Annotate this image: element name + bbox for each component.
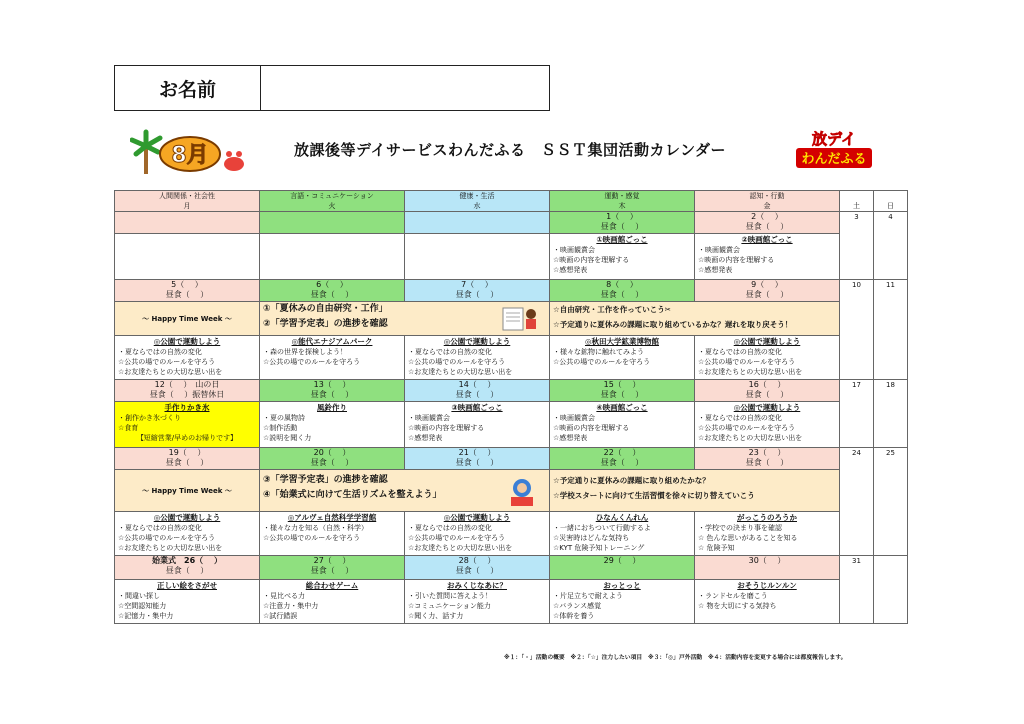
day-cell: 12（ ） 山の日 昼食（ ）振替休日 bbox=[115, 380, 260, 402]
goal-notes: ☆自由研究・工作を作っていこう✂ ☆予定通りに夏休みの課題に取り組めているかな？遅れを取り戻そう！ bbox=[550, 302, 840, 336]
day-cell: 始業式 26（ ） 昼食（ ） bbox=[115, 556, 260, 580]
day-cell: 22（ ） 昼食（ ） bbox=[550, 448, 695, 470]
activity-title: ◎アルヴェ自然科学学習館 bbox=[287, 513, 377, 522]
day-cell: 23（ ） 昼食（ ） bbox=[695, 448, 840, 470]
activity-cell: ◎秋田大学鉱業博物館 ・様々な鉱物に触れてみよう ☆公共の場でのルールを守ろう bbox=[550, 336, 695, 380]
day-cell: 19（ ） 昼食（ ） bbox=[115, 448, 260, 470]
day-cell: 27（ ） 昼食（ ） bbox=[260, 556, 405, 580]
week2-date-row bbox=[115, 280, 908, 302]
day-cell: 20（ ） 昼食（ ） bbox=[260, 448, 405, 470]
activity-title: がっこうのろうか bbox=[737, 513, 797, 522]
day-cell: 5（ ） 昼食（ ） bbox=[115, 280, 260, 302]
activity-cell: がっこうのろうか ・学校での決まり事を確認 ☆ 色んな思いがあることを知る ☆ 危険予知 bbox=[695, 512, 840, 556]
activity-title: おみくじなあに？ bbox=[447, 581, 507, 590]
week2-goal-row bbox=[115, 302, 908, 336]
goal-box: ③「学習予定表」の進捗を確認 ④「始業式に向けて生活リズムを整えよう」 bbox=[260, 470, 550, 512]
studying-child-icon bbox=[501, 304, 541, 334]
footnote: ※１：「・」活動の概要 ※２：「☆」注力したい項目 ※３：「◎」戸外活動 ※４：活動内容を変更する場合には都度報告します。 bbox=[504, 655, 847, 661]
activity-cell: ◎能代エナジアムパーク ・森の世界を探検しよう！ ☆公共の場でのルールを守ろう bbox=[260, 336, 405, 380]
header-row bbox=[115, 191, 908, 212]
activity-cell: ③映画館ごっこ ・映画観賞会 ☆映画の内容を理解する ☆感想発表 bbox=[405, 402, 550, 448]
week5-activity-row bbox=[115, 580, 908, 624]
crab-icon bbox=[224, 151, 244, 171]
activity-title: ◎秋田大学鉱業博物館 bbox=[584, 337, 660, 346]
activity-title: ◎公園で運動しよう bbox=[153, 513, 221, 522]
day-cell: 7（ ） 昼食（ ） bbox=[405, 280, 550, 302]
activity-cell: 手作りかき氷 ・創作かき氷づくり ☆食育 【短縮営業/早めのお帰りです】 bbox=[115, 402, 260, 448]
header-monday: 人間関係・社会性 月 bbox=[115, 191, 260, 212]
day-cell: 28（ ） 昼食（ ） bbox=[405, 556, 550, 580]
activity-title: 手作りかき氷 bbox=[164, 403, 210, 412]
sunday-cell: 18 bbox=[874, 380, 908, 448]
header-sunday: 日 bbox=[874, 191, 908, 212]
activity-title: 風鈴作り bbox=[317, 403, 347, 412]
week1-activity-row bbox=[115, 234, 908, 280]
activity-title: 正しい絵をさがせ bbox=[157, 581, 217, 590]
svg-text:わんだふる: わんだふる bbox=[801, 152, 867, 167]
palm-tree-icon bbox=[132, 132, 160, 174]
activity-empty bbox=[405, 234, 550, 280]
brand-logo bbox=[792, 126, 876, 170]
activity-title: ◎公園で運動しよう bbox=[443, 337, 511, 346]
activity-title: おっとっと bbox=[603, 581, 641, 590]
name-label: お名前 bbox=[115, 66, 261, 110]
header-thursday: 運動・感覚 木 bbox=[550, 191, 695, 212]
activity-title: ◎能代エナジアムパーク bbox=[291, 337, 373, 346]
activity-cell: ひなんくんれん ・一緒におちついて行動するよ ☆災害時はどんな気持ち ☆KYT 危険予知トレーニング bbox=[550, 512, 695, 556]
activity-title: ③映画館ごっこ bbox=[451, 403, 503, 412]
activity-title: ◎公園で運動しよう bbox=[733, 337, 801, 346]
activity-cell: おっとっと ・片足立ちで耐えよう ☆バランス感覚 ☆体幹を養う bbox=[550, 580, 695, 624]
week1-tuesday-cell bbox=[260, 212, 405, 234]
name-box bbox=[114, 65, 550, 111]
activity-title: 総合わせゲーム bbox=[305, 581, 359, 590]
activity-title: ②映画館ごっこ bbox=[741, 235, 793, 244]
activity-title: ひなんくんれん bbox=[595, 513, 649, 522]
header-tuesday: 言語・コミュニケーション 火 bbox=[260, 191, 405, 212]
sunday-cell: 25 bbox=[874, 448, 908, 556]
day-cell: 6（ ） 昼食（ ） bbox=[260, 280, 405, 302]
activity-cell: ◎公園で運動しよう ・夏ならではの自然の変化 ☆公共の場でのルールを守ろう ☆お友達たちとの大切な思い出を bbox=[405, 512, 550, 556]
sunday-cell: 11 bbox=[874, 280, 908, 380]
activity-cell: 正しい絵をさがせ ・間違い探し ☆空間認知能力 ☆記憶力・集中力 bbox=[115, 580, 260, 624]
activity-title: おそうじルンルン bbox=[737, 581, 797, 590]
activity-title: ①映画館ごっこ bbox=[596, 235, 648, 244]
sunday-cell: 4 bbox=[874, 212, 908, 280]
svg-text:放デイ: 放デイ bbox=[812, 130, 856, 148]
activity-empty bbox=[260, 234, 405, 280]
sleepy-child-icon bbox=[503, 474, 541, 508]
week4-activity-row bbox=[115, 512, 908, 556]
header-wednesday: 健康・生活 水 bbox=[405, 191, 550, 212]
day-cell: 15（ ） 昼食（ ） bbox=[550, 380, 695, 402]
saturday-cell: 3 bbox=[840, 212, 874, 280]
header-saturday: 土 bbox=[840, 191, 874, 212]
day-cell: 30（ ） bbox=[695, 556, 840, 580]
activity-cell: ④映画館ごっこ ・映画観賞会 ☆映画の内容を理解する ☆感想発表 bbox=[550, 402, 695, 448]
name-field[interactable] bbox=[261, 66, 549, 110]
day-cell: 29（ ） bbox=[550, 556, 695, 580]
activity-title: ◎公園で運動しよう bbox=[733, 403, 801, 412]
activity-cell: おみくじなあに？ ・引いた質問に答えよう！ ☆コミュニケーション能力 ☆聞く力、話す力 bbox=[405, 580, 550, 624]
activity-cell: ①映画館ごっこ ・映画観賞会 ☆映画の内容を理解する ☆感想発表 bbox=[550, 234, 695, 280]
activity-cell: 総合わせゲーム ・見比べる力 ☆注意力・集中力 ☆試行錯誤 bbox=[260, 580, 405, 624]
page-title: 放課後等デイサービスわんだふる ＳＳＴ集団活動カレンダー bbox=[294, 141, 726, 159]
activity-cell: ◎公園で運動しよう ・夏ならではの自然の変化 ☆公共の場でのルールを守ろう ☆お友達たちとの大切な思い出を bbox=[695, 402, 840, 448]
day-cell: 13（ ） 昼食（ ） bbox=[260, 380, 405, 402]
sunday-cell bbox=[874, 556, 908, 624]
happy-time-week-label: ～ Happy Time Week ～ bbox=[115, 470, 260, 512]
activity-cell: ◎公園で運動しよう ・夏ならではの自然の変化 ☆公共の場でのルールを守ろう ☆お友達たちとの大切な思い出を bbox=[405, 336, 550, 380]
week3-date-row bbox=[115, 380, 908, 402]
activity-cell: ②映画館ごっこ ・映画観賞会 ☆映画の内容を理解する ☆感想発表 bbox=[695, 234, 840, 280]
saturday-cell: 10 bbox=[840, 280, 874, 380]
activity-cell: ◎公園で運動しよう ・夏ならではの自然の変化 ☆公共の場でのルールを守ろう ☆お友達たちとの大切な思い出を bbox=[115, 336, 260, 380]
day-cell: 14（ ） 昼食（ ） bbox=[405, 380, 550, 402]
goal-notes: ☆予定通りに夏休みの課題に取り組めたかな？ ☆学校スタートに向けて生活習慣を徐々に切り替えていこう bbox=[550, 470, 840, 512]
week4-goal-row bbox=[115, 470, 908, 512]
week4-date-row bbox=[115, 448, 908, 470]
header-friday: 認知・行動 金 bbox=[695, 191, 840, 212]
day-cell: 1（ ） 昼食（ ） bbox=[550, 212, 695, 234]
month-badge bbox=[130, 128, 250, 176]
activity-cell: ◎公園で運動しよう ・夏ならではの自然の変化 ☆公共の場でのルールを守ろう ☆お友達たちとの大切な思い出を bbox=[695, 336, 840, 380]
week1-wednesday-cell bbox=[405, 212, 550, 234]
calendar-table bbox=[114, 190, 908, 624]
day-cell: 16（ ） 昼食（ ） bbox=[695, 380, 840, 402]
goal-box: ①「夏休みの自由研究・工作」 ②「学習予定表」の進捗を確認 bbox=[260, 302, 550, 336]
saturday-cell: 24 bbox=[840, 448, 874, 556]
week2-activity-row bbox=[115, 336, 908, 380]
week5-date-row bbox=[115, 556, 908, 580]
activity-title: ◎公園で運動しよう bbox=[153, 337, 221, 346]
activity-cell: ◎アルヴェ自然科学学習館 ・様々な力を知る（自然・科学） ☆公共の場でのルールを守ろう bbox=[260, 512, 405, 556]
week1-date-row bbox=[115, 212, 908, 234]
week1-monday-cell bbox=[115, 212, 260, 234]
activity-empty bbox=[115, 234, 260, 280]
activity-title: ④映画館ごっこ bbox=[596, 403, 648, 412]
activity-title: ◎公園で運動しよう bbox=[443, 513, 511, 522]
day-cell: 9（ ） 昼食（ ） bbox=[695, 280, 840, 302]
month-label: 8月 bbox=[171, 143, 209, 168]
saturday-cell: 31 bbox=[840, 556, 874, 624]
saturday-cell: 17 bbox=[840, 380, 874, 448]
week3-activity-row bbox=[115, 402, 908, 448]
activity-cell: ◎公園で運動しよう ・夏ならではの自然の変化 ☆公共の場でのルールを守ろう ☆お友達たちとの大切な思い出を bbox=[115, 512, 260, 556]
day-cell: 8（ ） 昼食（ ） bbox=[550, 280, 695, 302]
day-cell: 21（ ） 昼食（ ） bbox=[405, 448, 550, 470]
activity-cell: 風鈴作り ・夏の風物詩 ☆制作活動 ☆説明を聞く力 bbox=[260, 402, 405, 448]
happy-time-week-label: ～ Happy Time Week ～ bbox=[115, 302, 260, 336]
activity-cell: おそうじルンルン ・ランドセルを磨こう ☆ 物を大切にする気持ち bbox=[695, 580, 840, 624]
day-cell: 2（ ） 昼食（ ） bbox=[695, 212, 840, 234]
